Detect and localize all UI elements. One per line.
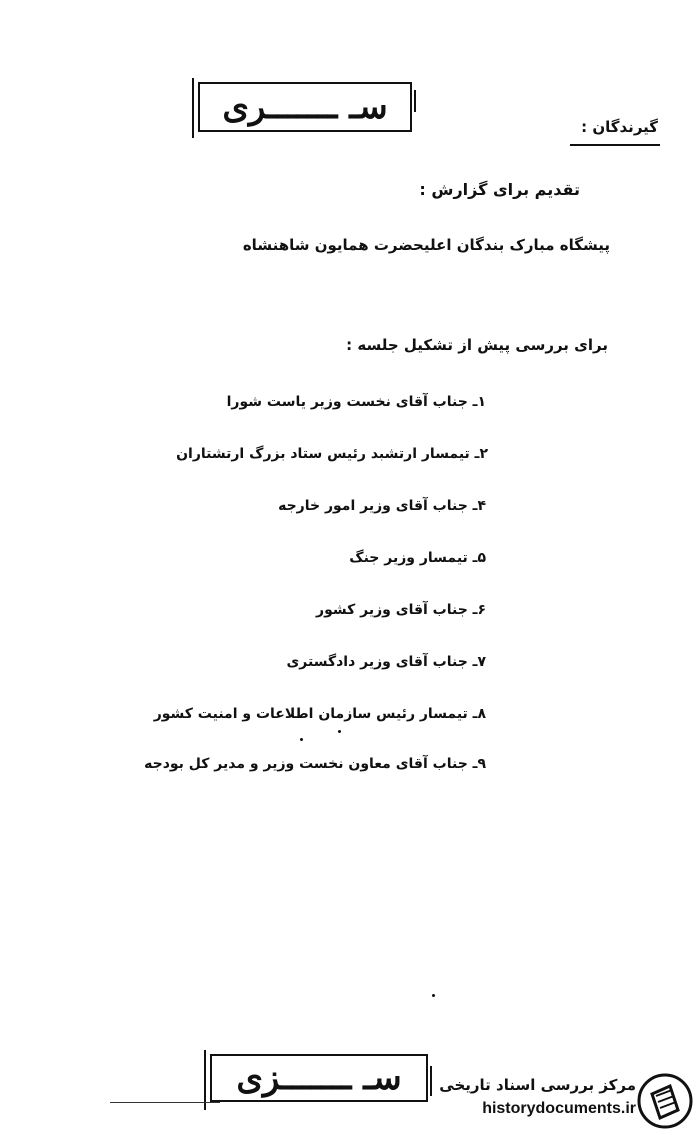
stamp-bottom-text: سـ ـــــــزی [236,1058,402,1098]
scan-speck [300,738,303,741]
stamp-bar-right [430,1066,432,1096]
list-item: ۶ـ جناب آقای وزیر کشور [316,602,486,618]
watermark-org-name: مرکز بررسی اسناد تاریخی [439,1076,636,1094]
list-item: ۷ـ جناب آقای وزیر دادگستری [286,654,486,670]
archive-book-icon [636,1072,694,1130]
list-item: ۴ـ جناب آقای وزیر امور خارجه [278,498,486,514]
stamp-top-text: سـ ـــــــری [222,87,388,127]
list-item: ۱ـ جناب آقای نخست وزیر یاست شورا [226,394,486,410]
stamp-bar-left [204,1050,206,1110]
scan-speck [432,994,435,997]
stray-rule [110,1102,220,1103]
classification-stamp-bottom [210,1054,428,1102]
section-title: برای بررسی پیش از تشکیل جلسه : [346,336,608,354]
intro-title: تقدیم برای گزارش : [419,180,580,199]
recipients-label: گیرندگان : [581,118,658,136]
scan-speck [338,730,341,733]
stamp-bar-left [192,78,194,138]
classification-stamp-top [198,82,412,132]
watermark-site: historydocuments.ir [482,1100,636,1117]
list-item: ۵ـ تیمسار وزیر جنگ [349,550,486,566]
recipients-underline [570,144,660,146]
list-item: ۹ـ جناب آقای معاون نخست وزیر و مدیر کل بودجه [144,756,486,772]
list-item: ۸ـ تیمسار رئیس سازمان اطلاعات و امنیت کشور [153,706,486,722]
stamp-bar-right [414,90,416,112]
intro-addressee: پیشگاه مبارک بندگان اعلیحضرت همایون شاهنشاه [242,236,610,254]
list-item: ۲ـ تیمسار ارتشبد رئیس ستاد بزرگ ارتشتاران [176,446,488,462]
